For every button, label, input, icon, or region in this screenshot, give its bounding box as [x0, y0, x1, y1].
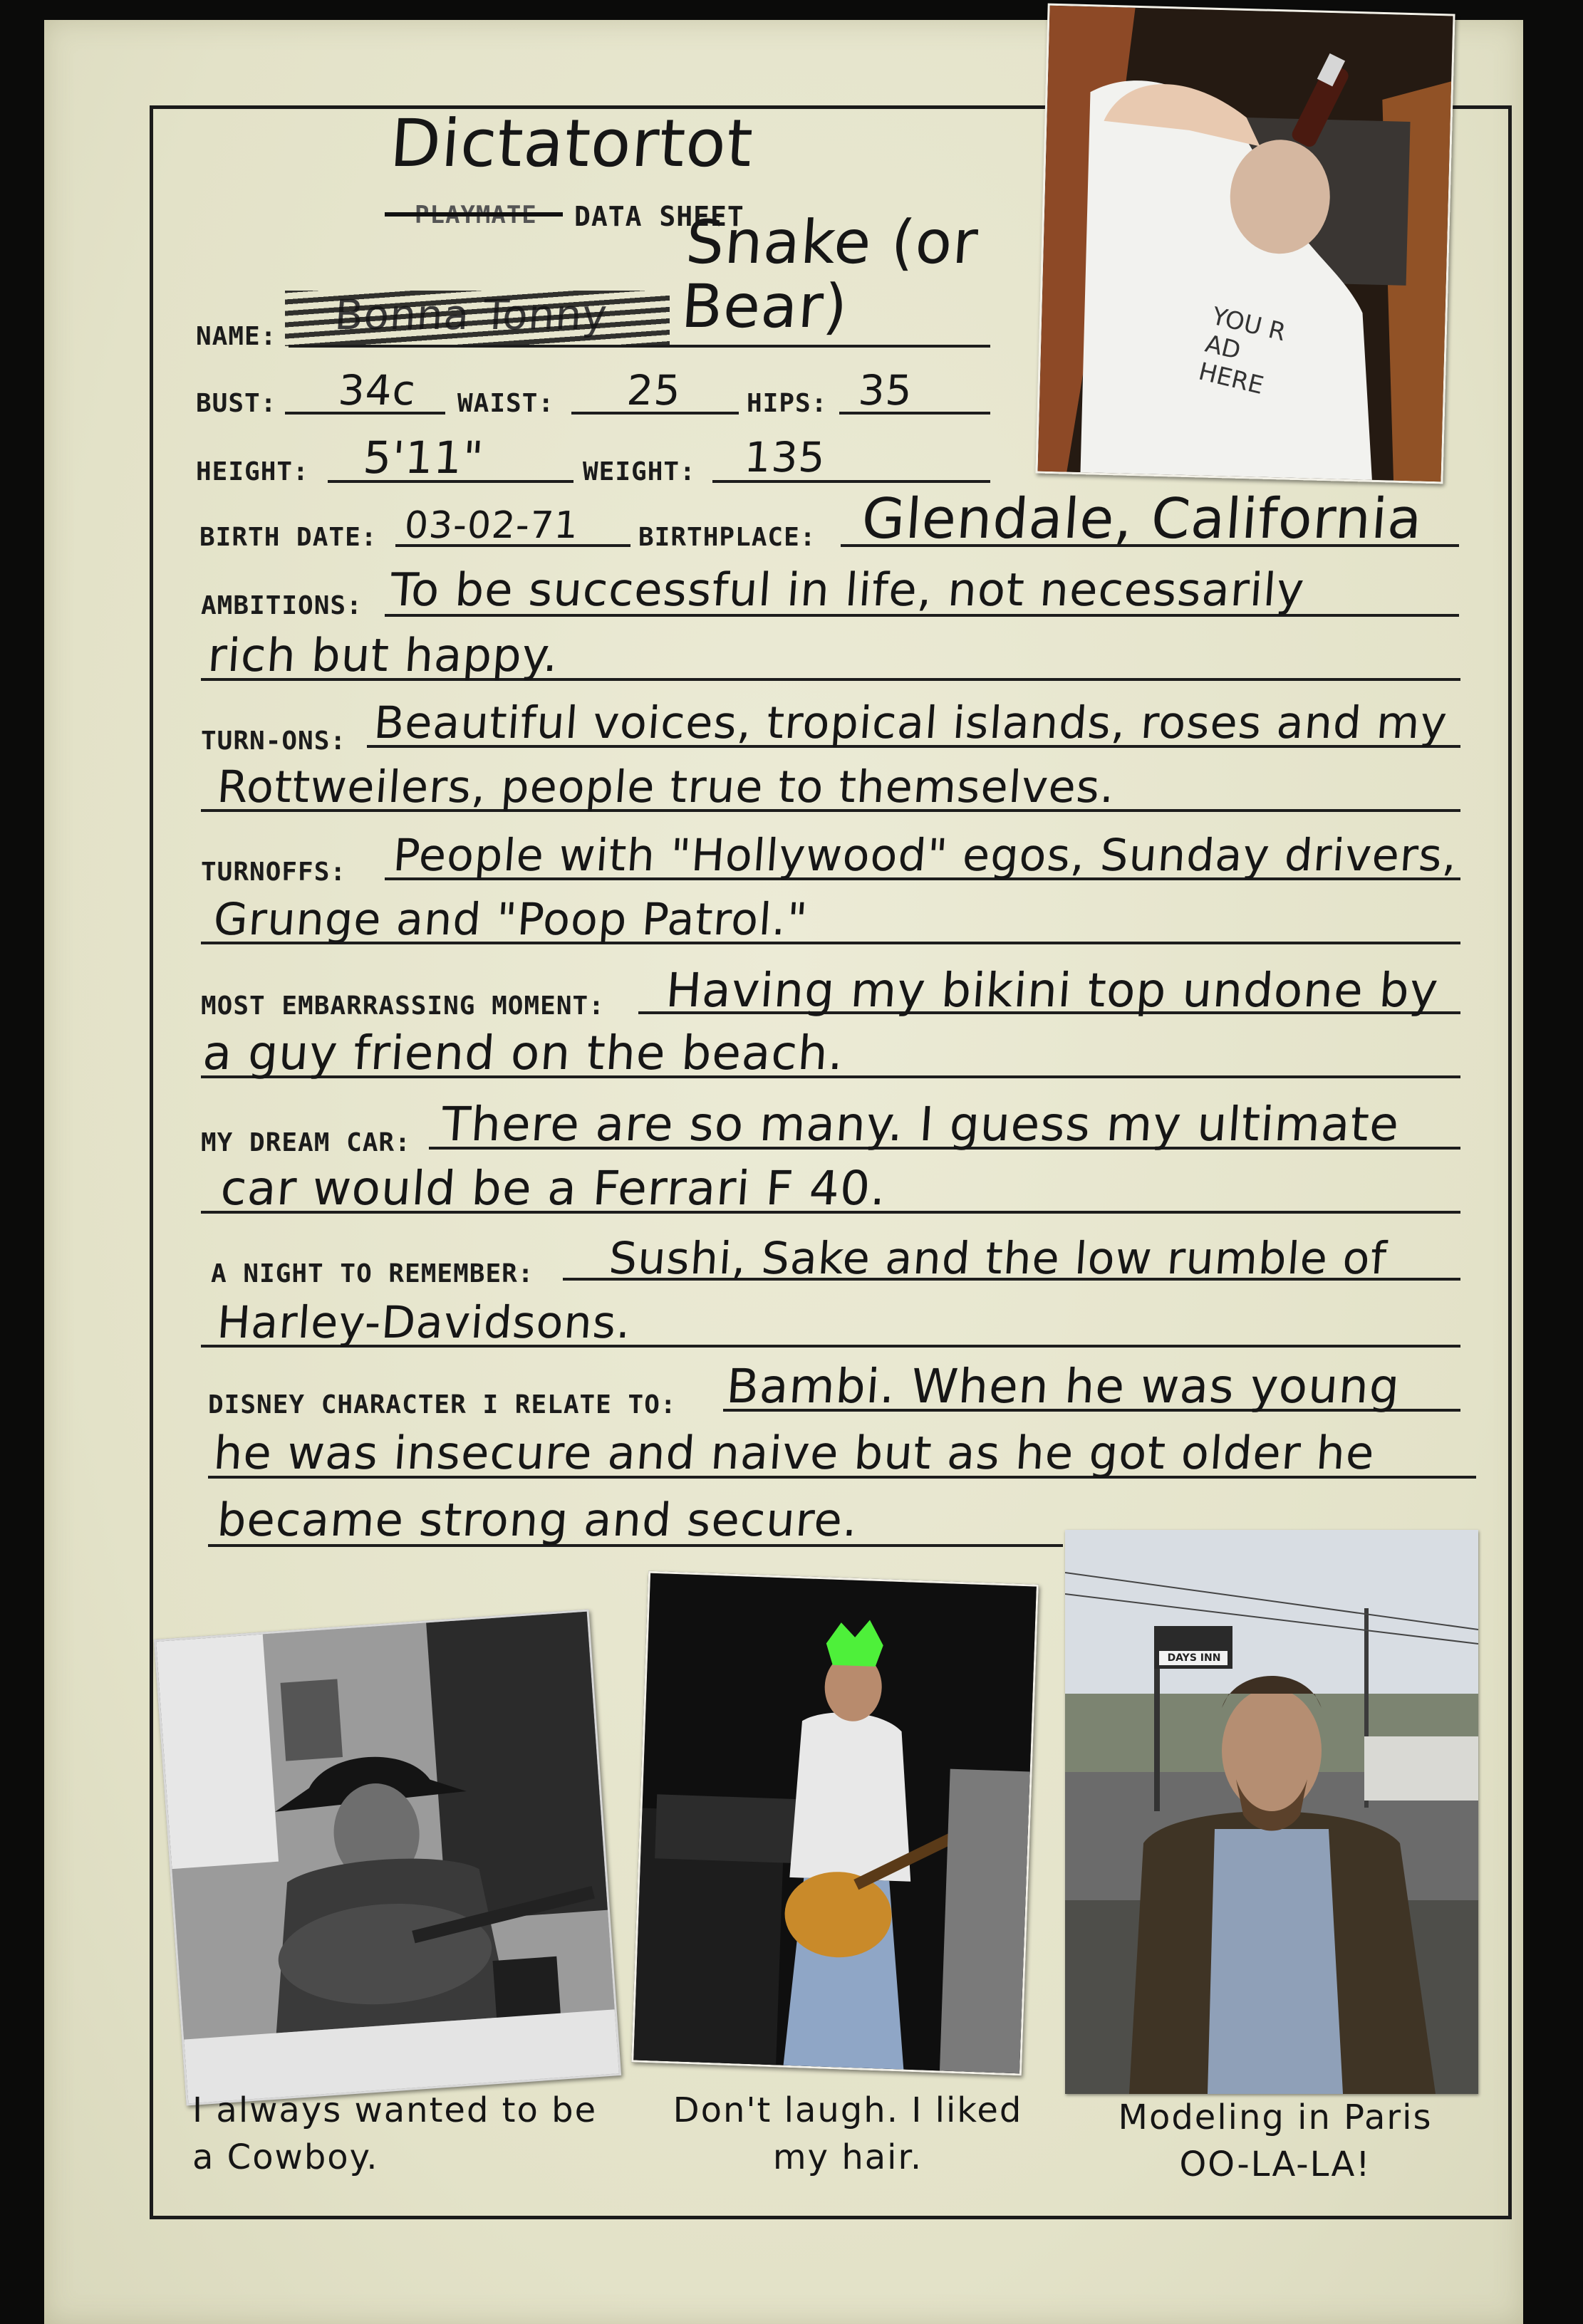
birth-date-label: BIRTH DATE: — [199, 523, 378, 552]
bust-value: 34c — [336, 366, 418, 415]
name-value: Snake (or Bear) — [679, 207, 981, 341]
caption-paris-line-1: Modeling in Paris — [1118, 2098, 1433, 2137]
sheet-heading: DATA SHEET — [574, 201, 744, 232]
birth-date-value: 03-02-71 — [403, 504, 581, 547]
ambitions-label: AMBITIONS: — [201, 591, 363, 620]
caption-guitarist — [648, 2087, 1047, 2181]
turnoffs-value-1: People with "Hollywood" egos, Sunday drivers, — [391, 829, 1460, 881]
crossed-word-strike — [385, 212, 563, 217]
dream-car-value-1: There are so many. I guess my ultimate — [440, 1097, 1401, 1152]
sign-text: DAYS INN — [1167, 1652, 1221, 1664]
night-value-2: Harley-Davidsons. — [215, 1296, 633, 1348]
disney-value-2: he was insecure and naive but as he got older he — [212, 1427, 1377, 1480]
caption-cowboy-line-2: a Cowboy. — [192, 2137, 379, 2177]
hips-label: HIPS: — [747, 389, 828, 418]
crossed-name-scribble — [285, 291, 670, 346]
photo-street-scene — [1065, 1530, 1478, 2094]
photo-cowboy — [154, 1609, 621, 2105]
turn-ons-value-2: Rottweilers, people true to themselves. — [215, 761, 1117, 813]
turnoffs-label: TURNOFFS: — [201, 858, 347, 887]
turnoffs-value-2: Grunge and "Poop Patrol." — [212, 893, 810, 945]
dream-car-label: MY DREAM CAR: — [201, 1128, 411, 1157]
name-line — [289, 345, 990, 348]
dream-car-value-2: car would be a Ferrari F 40. — [219, 1161, 888, 1216]
weight-label: WEIGHT: — [583, 457, 696, 486]
waist-label: WAIST: — [457, 389, 555, 418]
crossed-word: PLAYMATE — [415, 201, 537, 229]
birthplace-value: Glendale, California — [859, 487, 1425, 551]
photo-party — [1035, 4, 1455, 484]
photo-street — [1065, 1530, 1478, 2094]
caption-guitarist-line-2: my hair. — [772, 2137, 923, 2177]
ambitions-value-2: rich but happy. — [206, 630, 561, 682]
disney-label: DISNEY CHARACTER I RELATE TO: — [208, 1390, 677, 1419]
caption-guitarist-line-1: Don't laugh. I liked — [673, 2090, 1023, 2130]
photo-guitarist-scene — [633, 1573, 1039, 2076]
photo-party-scene — [1037, 6, 1455, 484]
name-label: NAME: — [196, 322, 277, 351]
disney-value-3: became strong and secure. — [215, 1494, 860, 1547]
waist-value: 25 — [625, 366, 683, 415]
caption-cowboy — [192, 2087, 634, 2181]
turn-ons-value-1: Beautiful voices, tropical islands, roses and my — [372, 697, 1449, 749]
night-label: A NIGHT TO REMEMBER: — [211, 1259, 534, 1288]
ambitions-value-1: To be successful in life, not necessarily — [388, 564, 1307, 617]
birthplace-label: BIRTHPLACE: — [638, 523, 816, 552]
caption-cowboy-line-1: I always wanted to be — [192, 2090, 598, 2130]
caption-paris — [1076, 2094, 1475, 2188]
weight-value: 135 — [742, 433, 828, 481]
photo-guitarist — [631, 1571, 1039, 2076]
photo-cowboy-scene — [156, 1611, 621, 2105]
height-label: HEIGHT: — [196, 457, 309, 486]
turn-ons-label: TURN-ONS: — [201, 726, 347, 756]
handwritten-title: Dictatortot — [388, 105, 756, 182]
hips-value: 35 — [856, 366, 915, 415]
height-value: 5'11" — [361, 432, 486, 484]
shirt-text: YOU R AD HERE — [1195, 301, 1289, 401]
embarrassing-value-1: Having my bikini top undone by — [664, 963, 1441, 1018]
night-value-1: Sushi, Sake and the low rumble of — [607, 1232, 1389, 1284]
embarrassing-value-2: a guy friend on the beach. — [201, 1026, 846, 1080]
disney-value-1: Bambi. When he was young — [725, 1359, 1402, 1414]
embarrassing-label: MOST EMBARRASSING MOMENT: — [201, 991, 605, 1021]
caption-paris-line-2: OO-LA-LA! — [1179, 2145, 1371, 2184]
bust-label: BUST: — [196, 389, 277, 418]
